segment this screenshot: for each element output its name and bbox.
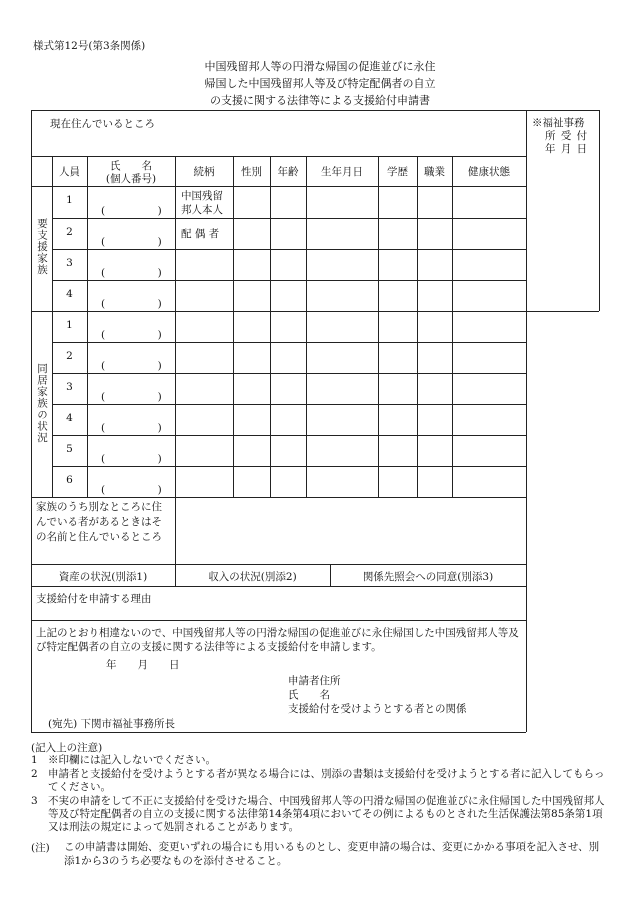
header-education: 学歴 [387, 166, 408, 178]
support-row-4-id: ( ) [101, 298, 162, 310]
office-stamp-line-1: ※福祉事務 [532, 117, 585, 129]
note-2-text: 申請者と支援給付を受けようとする者が異なる場合には、別添の書類は支援給付を受けようとする者に記入してもらってください。 [48, 768, 605, 793]
form-number: 様式第12号(第3条関係) [33, 40, 146, 52]
form-title-line-2: 帰国した中国残留邦人等及び特定配偶者の自立 [204, 77, 436, 90]
support-row-1-relation-text: 中国残留邦人本人 [181, 190, 223, 216]
cohabit-row-2-id: ( ) [101, 360, 162, 372]
header-sex: 性別 [241, 166, 262, 178]
cohabit-row-1-no: 1 [66, 319, 73, 331]
support-row-1-relation [181, 189, 231, 217]
header-birthdate: 生年月日 [321, 166, 363, 178]
group-support-family: 要支援家族 [36, 218, 48, 276]
header-age: 年齢 [277, 166, 299, 178]
header-health: 健康状態 [468, 166, 510, 178]
declaration-date: 年 月 日 [106, 659, 180, 671]
reason-label: 支援給付を申請する理由 [36, 593, 152, 605]
applicant-name-label: 氏 名 [288, 689, 330, 701]
cohabit-row-5-no: 5 [66, 443, 73, 455]
note-1-text: ※印欄には記入しないでください。 [48, 754, 216, 766]
cohabit-row-6-id: ( ) [101, 484, 162, 496]
support-row-3-no: 3 [66, 257, 73, 269]
attachment-income: 収入の状況(別添2) [208, 571, 297, 583]
header-name: 氏 名 [110, 160, 152, 172]
note-3-text: 不実の申請をして不正に支援給付を受けた場合、中国残留邦人等の円滑な帰国の促進並びに永住帰国した中国残留邦人等及び特定配偶者の自立の支援に関する法律第14条第4項においてその例によるものとされた生活保護法第85条第1項又は刑法の規定によって処罰されることがあります。 [48, 795, 605, 833]
group-cohabiting-family: 同居家族の状況 [36, 363, 48, 444]
applicant-relation-label: 支援給付を受けようとする者との関係 [288, 703, 467, 715]
support-row-4-no: 4 [66, 288, 73, 300]
note-3-no: 3 [31, 795, 38, 807]
attachment-assets: 資産の状況(別添1) [58, 571, 148, 583]
cohabit-row-5-id: ( ) [101, 453, 162, 465]
note-2-no: 2 [31, 768, 38, 780]
cohabit-row-1-id: ( ) [101, 329, 162, 341]
cohabit-row-3-no: 3 [66, 381, 73, 393]
support-row-1-no: 1 [66, 194, 73, 206]
form-title-line-3: の支援に関する法律等による支援給付申請書 [210, 94, 430, 107]
support-row-2-relation: 配 偶 者 [181, 228, 220, 240]
cohabit-row-2-no: 2 [66, 350, 73, 362]
cohabit-row-3-id: ( ) [101, 391, 162, 403]
note-1-no: 1 [31, 754, 38, 766]
form-title-line-1: 中国残留邦人等の円滑な帰国の促進並びに永住 [204, 60, 436, 73]
notes-title: (記入上の注意) [31, 742, 103, 754]
support-row-1-id: ( ) [101, 205, 162, 217]
current-address-label: 現在住んでいるところ [50, 118, 155, 130]
support-row-2-id: ( ) [101, 236, 162, 248]
header-count: 人員 [59, 166, 80, 178]
attachment-consent: 関係先照会への同意(別添3) [362, 571, 494, 583]
support-row-2-no: 2 [66, 226, 73, 238]
cohabit-row-4-id: ( ) [101, 422, 162, 434]
separate-family-label: 家族のうち別なところに住んでいる者があるときはその名前と住んでいるところ [36, 501, 162, 543]
applicant-address-label: 申請者住所 [288, 675, 341, 687]
footnote-label: (注) [31, 842, 50, 854]
support-row-3-id: ( ) [101, 267, 162, 279]
header-relation: 続柄 [193, 166, 215, 178]
header-occupation: 職業 [424, 166, 445, 178]
cohabit-row-6-no: 6 [66, 474, 73, 486]
office-stamp-line-3: 年 月 日 [545, 143, 589, 155]
declaration-text: 上記のとおり相違ないので、中国残留邦人等の円滑な帰国の促進並びに永住帰国した中国残留邦人等及び特定配偶者の自立の支援に関する法律等による支援給付を申請します。 [36, 627, 519, 653]
footnote-text: この申請書は開始、変更いずれの場合にも用いるものとし、変更申請の場合は、変更にかかる事項を記入させ、別添1から3のうち必要なものを添付させること。 [64, 841, 600, 867]
cohabit-row-4-no: 4 [66, 412, 73, 424]
addressee: (宛先) 下関市福祉事務所長 [48, 718, 176, 730]
header-id-number: (個人番号) [105, 173, 157, 185]
office-stamp-line-2: 所 受 付 [545, 130, 589, 142]
